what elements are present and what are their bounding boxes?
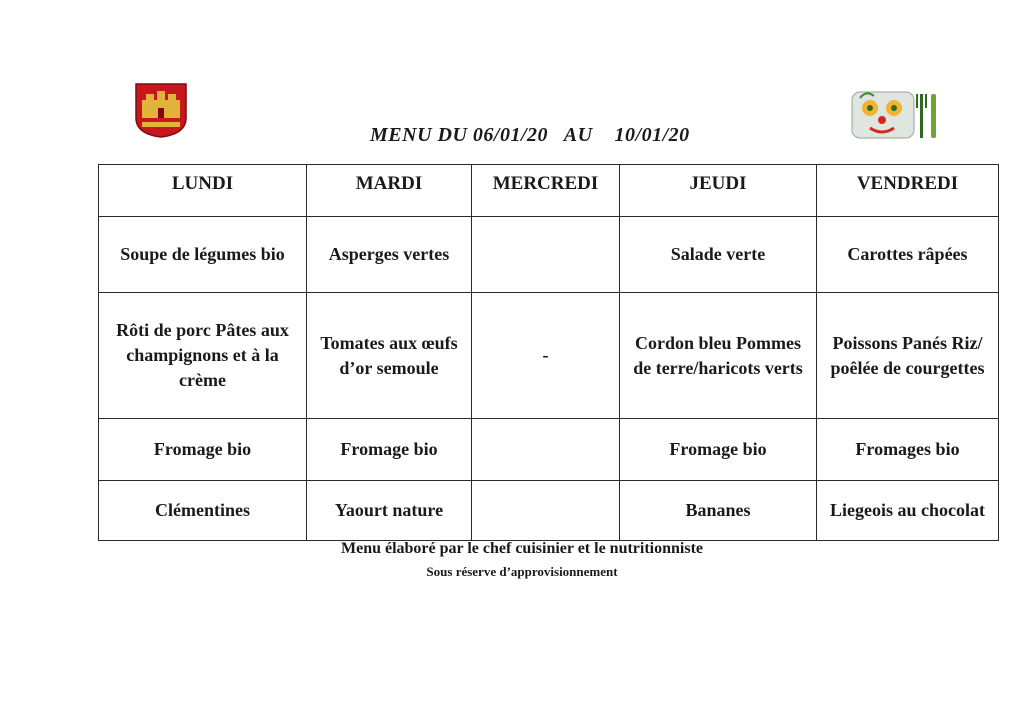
menu-cell: Yaourt nature [307, 481, 472, 541]
menu-cell: Fromage bio [620, 419, 817, 481]
day-header-lundi: LUNDI [99, 165, 307, 217]
menu-cell: Carottes râpées [817, 217, 999, 293]
menu-cell: Cordon bleu Pommes de terre/haricots verts [620, 293, 817, 419]
menu-cell: - [472, 293, 620, 419]
menu-table [98, 164, 999, 541]
menu-cell: Fromage bio [307, 419, 472, 481]
menu-cell: Rôti de porc Pâtes aux champignons et à la crème [99, 293, 307, 419]
smiley-plate-logo [848, 86, 940, 144]
menu-cell: Salade verte [620, 217, 817, 293]
main-course-row [99, 293, 999, 419]
menu-cell: Fromage bio [99, 419, 307, 481]
day-header-vendredi: VENDREDI [817, 165, 999, 217]
menu-cell: Bananes [620, 481, 817, 541]
menu-title: MENU DU 06/01/20 AU 10/01/20 [370, 124, 690, 146]
menu-cell: Fromages bio [817, 419, 999, 481]
menu-cell: Liegeois au chocolat [817, 481, 999, 541]
menu-cell [472, 481, 620, 541]
header-row [99, 165, 999, 217]
menu-cell: Asperges vertes [307, 217, 472, 293]
menu-cell: Poissons Panés Riz/ poêlée de courgettes [817, 293, 999, 419]
day-header-mercredi: MERCREDI [472, 165, 620, 217]
footer-note: Menu élaboré par le chef cuisinier et le nutritionniste [340, 540, 704, 557]
menu-cell: Tomates aux œufs d’or semoule [307, 293, 472, 419]
menu-cell [472, 217, 620, 293]
footer-subnote: Sous réserve d’approvisionnement [426, 564, 618, 579]
menu-cell: Soupe de légumes bio [99, 217, 307, 293]
menu-cell [472, 419, 620, 481]
starter-row [99, 217, 999, 293]
crest-logo [134, 82, 188, 138]
day-header-jeudi: JEUDI [620, 165, 817, 217]
day-header-mardi: MARDI [307, 165, 472, 217]
dessert-row [99, 481, 999, 541]
menu-cell: Clémentines [99, 481, 307, 541]
cheese-row [99, 419, 999, 481]
